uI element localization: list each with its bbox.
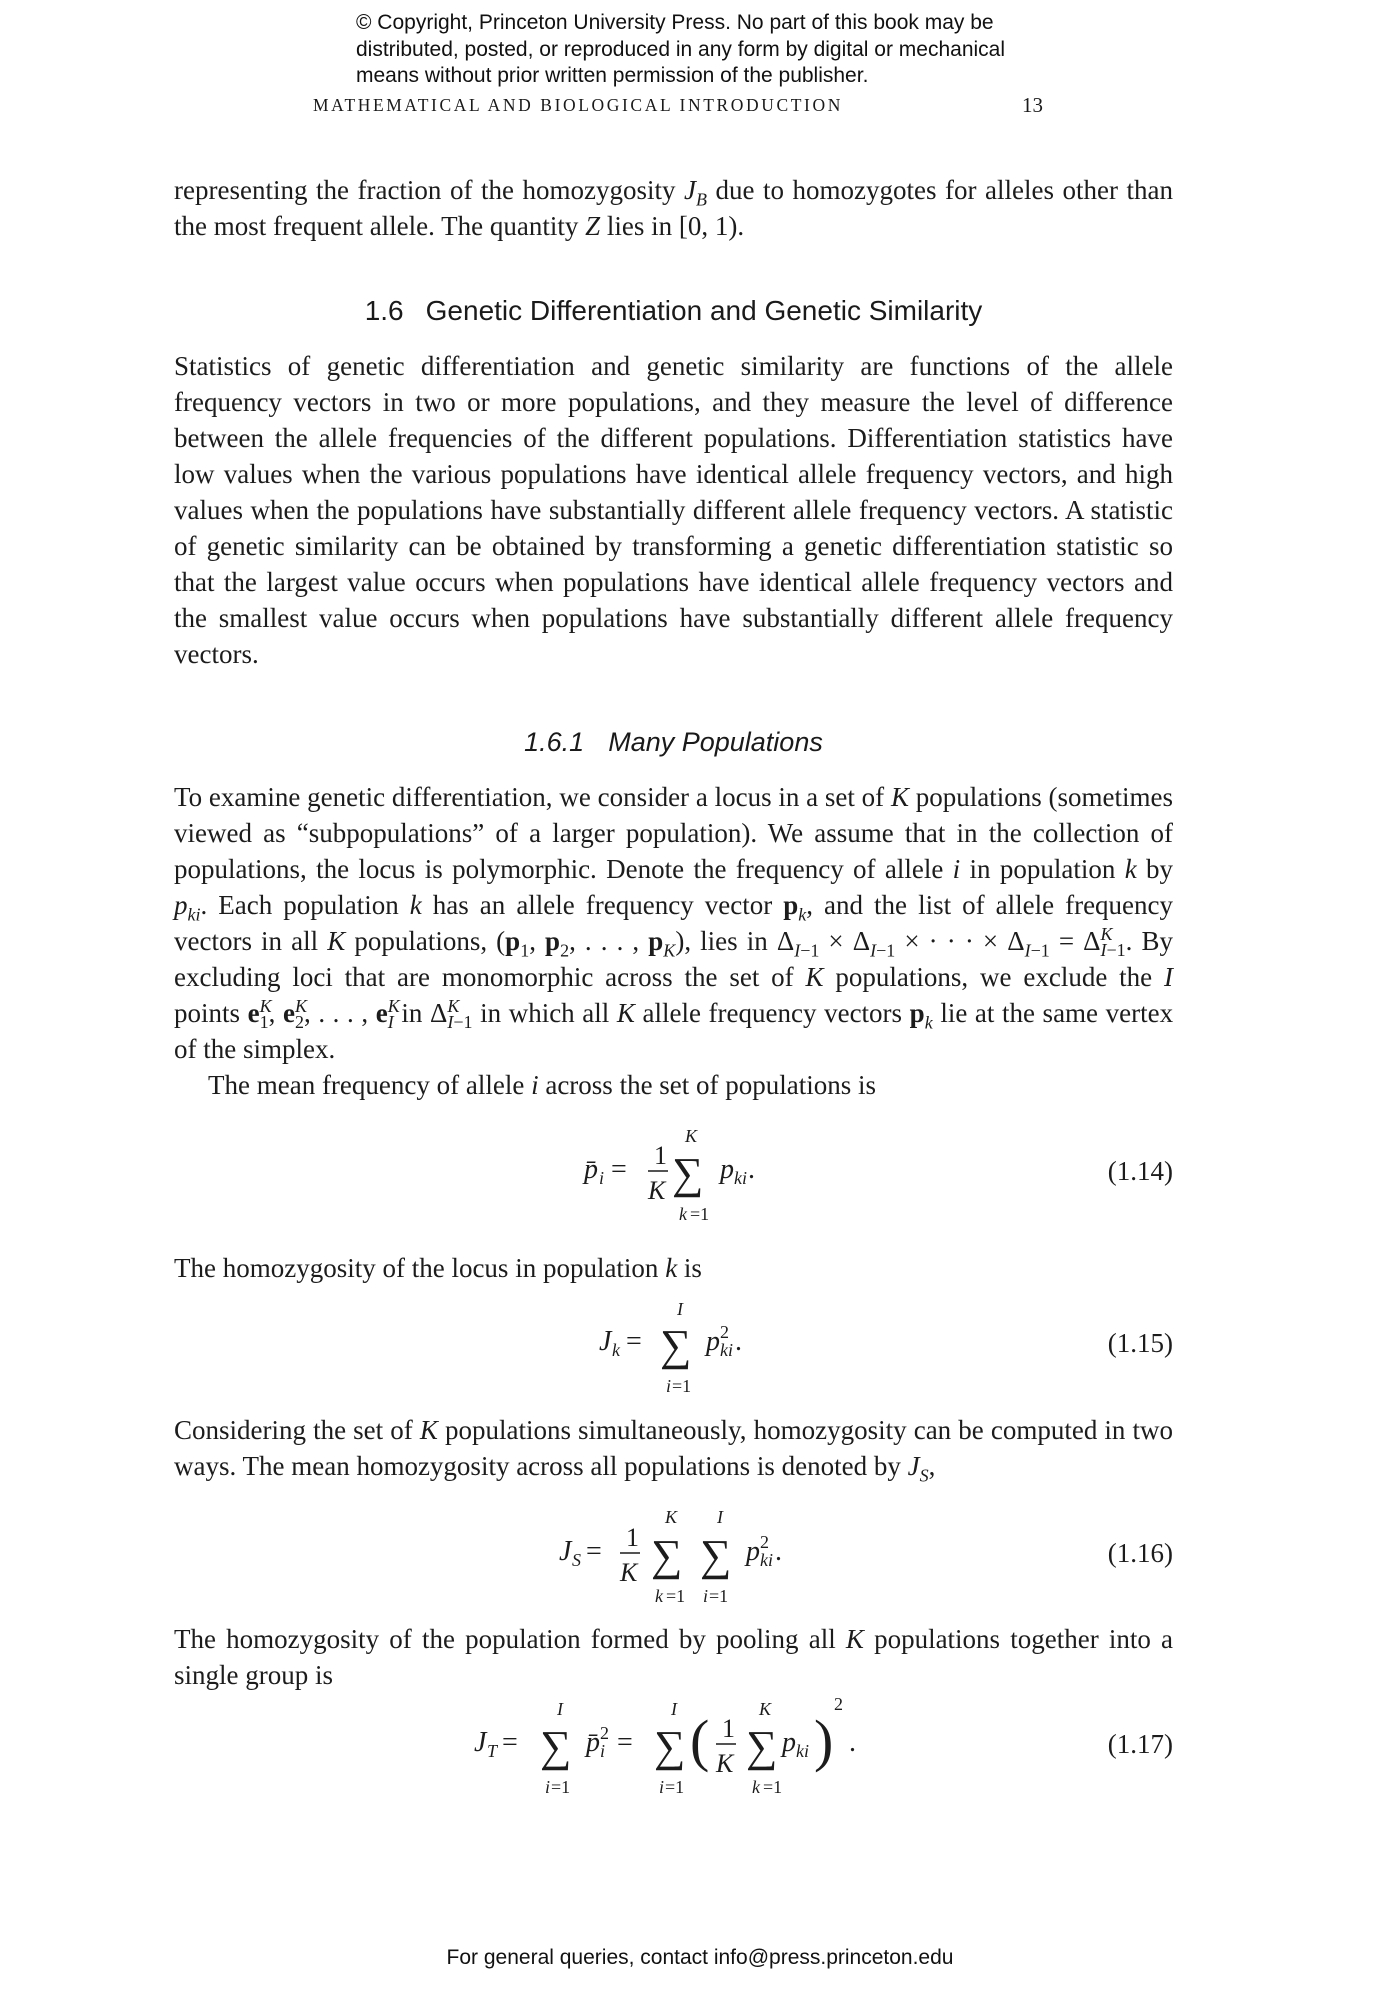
svg-text:K: K xyxy=(648,1176,666,1205)
text-run: populations, we exclude the xyxy=(835,962,1153,992)
svg-text:=: = xyxy=(611,1154,627,1185)
svg-text:J: J xyxy=(599,1326,612,1357)
equation-1-16 xyxy=(174,1500,1173,1606)
svg-text:.: . xyxy=(849,1727,856,1758)
equation-number: (1.16) xyxy=(1107,1538,1173,1568)
svg-text:=: = xyxy=(626,1326,642,1357)
svg-text:i: i xyxy=(545,1777,551,1797)
svg-text:T: T xyxy=(487,1741,498,1761)
equation-1-14 xyxy=(174,1120,1173,1224)
svg-text:K: K xyxy=(716,1749,734,1778)
svg-text:I: I xyxy=(717,1507,723,1527)
text-run: lie at the same vertex of the simplex. xyxy=(174,998,1174,1064)
intro-text: the most frequent allele. The quantity xyxy=(174,211,579,241)
svg-text:1: 1 xyxy=(654,1141,667,1170)
svg-text:1: 1 xyxy=(626,1523,639,1552)
text-run: across the set of populations is xyxy=(545,1070,877,1100)
copyright-line: means without prior written permission of the publisher. xyxy=(356,64,869,87)
svg-text:K: K xyxy=(759,1699,772,1719)
svg-text:J: J xyxy=(474,1727,487,1758)
text-run: Considering the set of xyxy=(174,1415,413,1445)
text-run: The homozygosity of the locus in population xyxy=(174,1253,659,1283)
svg-text:ki: ki xyxy=(796,1741,809,1761)
svg-text:∑: ∑ xyxy=(700,1531,732,1580)
text-run: is xyxy=(683,1253,702,1283)
svg-text:I: I xyxy=(557,1699,563,1719)
svg-text:K: K xyxy=(620,1558,638,1587)
svg-text:p: p xyxy=(782,1727,796,1758)
svg-text:=: = xyxy=(617,1727,633,1758)
text-run: in xyxy=(401,998,423,1028)
svg-text:=1: =1 xyxy=(551,1777,571,1797)
svg-text:J: J xyxy=(559,1536,572,1567)
svg-text:p̄: p̄ xyxy=(586,1727,600,1758)
svg-text:2: 2 xyxy=(600,1723,609,1743)
considering-paragraph: Considering the set of K populations simultaneously, homozygosity can be computed in two ways. The mean homozygosity across all populations is denoted by $J_S$, xyxy=(174,1415,1174,1486)
svg-text:ki: ki xyxy=(734,1168,747,1188)
paragraph-text: Statistics of genetic differentiation and genetic similarity are functions of the allele frequency vectors in two or more populations, and they measure the level of difference between the allele frequencies of the different populations. Differentiation statistics have low values when the various populations have identical allele frequency vectors, and high values when the populations have substantially different allele frequency vectors. A statistic of genetic similarity can be obtained by transforming a genetic differentiation statistic so that the largest value occurs when populations have identical allele frequency vectors and the smallest value occurs when populations have substantially different allele frequency vectors. xyxy=(174,351,1173,669)
svg-text:1: 1 xyxy=(722,1714,735,1743)
text-run: To examine genetic differentiation, we consider a locus in a set of xyxy=(174,782,885,812)
svg-text:2: 2 xyxy=(760,1532,769,1552)
section-title: Genetic Differentiation and Genetic Similarity xyxy=(425,295,983,326)
svg-text:∑: ∑ xyxy=(660,1321,692,1370)
intro-text: lies in [0, 1). xyxy=(606,211,745,241)
svg-text:i: i xyxy=(599,1168,605,1188)
text-run: The homozygosity of the population formed by pooling all xyxy=(174,1624,836,1654)
svg-text:∑: ∑ xyxy=(672,1149,704,1198)
text-run: in population xyxy=(969,854,1116,884)
running-head xyxy=(313,95,1043,116)
svg-text:K: K xyxy=(685,1126,698,1146)
svg-text:k: k xyxy=(655,1586,663,1606)
text-run: . Each population xyxy=(200,890,399,920)
equation-number: (1.14) xyxy=(1107,1156,1173,1186)
text-run: populations simultaneously, homozygosity can be computed in two ways. The mean homozygosity across all populations is denoted by xyxy=(174,1415,1174,1481)
text-run: populations, xyxy=(354,926,488,956)
text-run: in which all xyxy=(480,998,610,1028)
svg-text:i: i xyxy=(666,1376,672,1396)
svg-text:∑: ∑ xyxy=(746,1722,778,1771)
text-run: populations (sometimes viewed as “subpopulations” of a larger population). We assume that in the collection of populations, the locus is polymorphic. Denote the frequency of allele xyxy=(174,782,1174,884)
svg-text:i: i xyxy=(703,1586,709,1606)
svg-text:=1: =1 xyxy=(690,1204,710,1224)
svg-text:∑: ∑ xyxy=(654,1722,686,1771)
equation-number: (1.15) xyxy=(1107,1328,1173,1358)
text-run: has an allele frequency vector xyxy=(432,890,773,920)
svg-text:I: I xyxy=(677,1299,683,1319)
svg-text:I: I xyxy=(671,1699,677,1719)
svg-text:p: p xyxy=(720,1154,734,1185)
svg-text:k: k xyxy=(679,1204,687,1224)
copyright-notice xyxy=(356,10,1156,90)
svg-text:∑: ∑ xyxy=(651,1531,683,1580)
equation-1-15 xyxy=(174,1293,1173,1396)
svg-text:2: 2 xyxy=(720,1322,729,1342)
intro-text: due to homozygotes for alleles other than xyxy=(715,175,1174,205)
text-run: , and the list of allele frequency vectors in all xyxy=(174,890,1174,956)
subsection-heading xyxy=(174,727,1173,758)
running-head-title: MATHEMATICAL AND BIOLOGICAL INTRODUCTION xyxy=(313,95,843,115)
svg-text:=1: =1 xyxy=(665,1777,685,1797)
text-run: The mean frequency of allele xyxy=(208,1070,525,1100)
text-run: by xyxy=(1146,854,1174,884)
svg-text:2: 2 xyxy=(834,1694,843,1714)
svg-text:K: K xyxy=(665,1507,678,1527)
text-run: , lies in xyxy=(684,926,768,956)
svg-text:p̄: p̄ xyxy=(584,1154,598,1185)
svg-text:i: i xyxy=(659,1777,665,1797)
equation-1-14-formula xyxy=(174,1120,1173,1230)
subsection-number: 1.6.1 xyxy=(524,727,585,757)
svg-text:(: ( xyxy=(690,1708,710,1773)
svg-text:p: p xyxy=(746,1536,760,1567)
svg-text:ki: ki xyxy=(760,1550,773,1570)
text-run: points xyxy=(174,998,241,1028)
svg-text:=1: =1 xyxy=(672,1376,692,1396)
svg-text:): ) xyxy=(814,1708,834,1773)
svg-text:i: i xyxy=(600,1741,606,1761)
equation-1-15-formula xyxy=(174,1293,1173,1403)
homozygosity-sentence: The homozygosity of the locus in population k is xyxy=(174,1253,702,1283)
equation-1-17-formula xyxy=(174,1688,1173,1808)
section-paragraph xyxy=(174,348,1173,672)
svg-text:.: . xyxy=(735,1326,742,1357)
copyright-line: distributed, posted, or reproduced in any form by digital or mechanical xyxy=(356,37,1006,61)
svg-text:∑: ∑ xyxy=(540,1722,572,1771)
svg-text:k: k xyxy=(752,1777,760,1797)
copyright-line: © Copyright, Princeton University Press. No part of this book may be xyxy=(356,11,994,34)
svg-text:S: S xyxy=(572,1550,581,1570)
page-number: 13 xyxy=(1022,93,1043,117)
equation-number: (1.17) xyxy=(1107,1729,1173,1759)
svg-text:.: . xyxy=(775,1536,782,1567)
svg-text:p: p xyxy=(706,1326,720,1357)
svg-text:=1: =1 xyxy=(666,1586,686,1606)
svg-text:=1: =1 xyxy=(709,1586,729,1606)
equation-1-17 xyxy=(174,1688,1173,1797)
svg-text:=: = xyxy=(586,1536,602,1567)
section-number: 1.6 xyxy=(364,295,404,326)
pooling-paragraph: The homozygosity of the population formed by pooling all K populations together into a single group is xyxy=(174,1624,1173,1690)
text-run: populations together into a single group is xyxy=(174,1624,1173,1690)
intro-paragraph: representing the fraction of the homozygosity $J_B$ due to homozygotes for alleles other than the most frequent allele. The quantity Z lies in [0, 1). xyxy=(174,175,1174,241)
subsection-title: Many Populations xyxy=(608,727,823,757)
intro-text: representing the fraction of the homozygosity xyxy=(174,175,676,205)
footer-contact: For general queries, contact info@press.princeton.edu xyxy=(446,1946,954,1969)
svg-text:.: . xyxy=(748,1154,755,1185)
populations-paragraph: To examine genetic differentiation, we consider a locus in a set of K populations (sometimes viewed as “subpopulations” of a larger population). We assume that in the collection of populations, the locus is polymorphic. Denote the frequency of allele i in population k by $p_{ki}$. Each population k has an allele frequency vector $p_k$, and the list of allele frequency vectors in all K populations, ($p_1$, $p_2$, . . . , $p_K$), lies in $\Delta_{I-1} \times \Delta_{I-1}$ × · · · × $\Delta_{I-1} = \Delta^K_{I-1}$. By excluding loci that are monomorphic across the set of K populations, we exclude the I points $e^K_1$, $e^K_2$, . . . , $e^K_I$ in $\Delta^K_{I-1}$ in which all K allele frequency vectors $p_k$ lie at the same vertex of the simplex. The mean frequency of allele i across the set of populations is xyxy=(174,782,1174,1100)
svg-text:k: k xyxy=(612,1340,620,1360)
text-run: allele frequency vectors xyxy=(642,998,903,1028)
section-heading xyxy=(174,295,1173,327)
svg-text:ki: ki xyxy=(720,1340,733,1360)
svg-text:=: = xyxy=(502,1727,518,1758)
text-run: . By excluding loci that are monomorphic across the set of xyxy=(174,926,1174,992)
svg-text:=1: =1 xyxy=(763,1777,783,1797)
equation-1-16-formula xyxy=(174,1500,1173,1610)
